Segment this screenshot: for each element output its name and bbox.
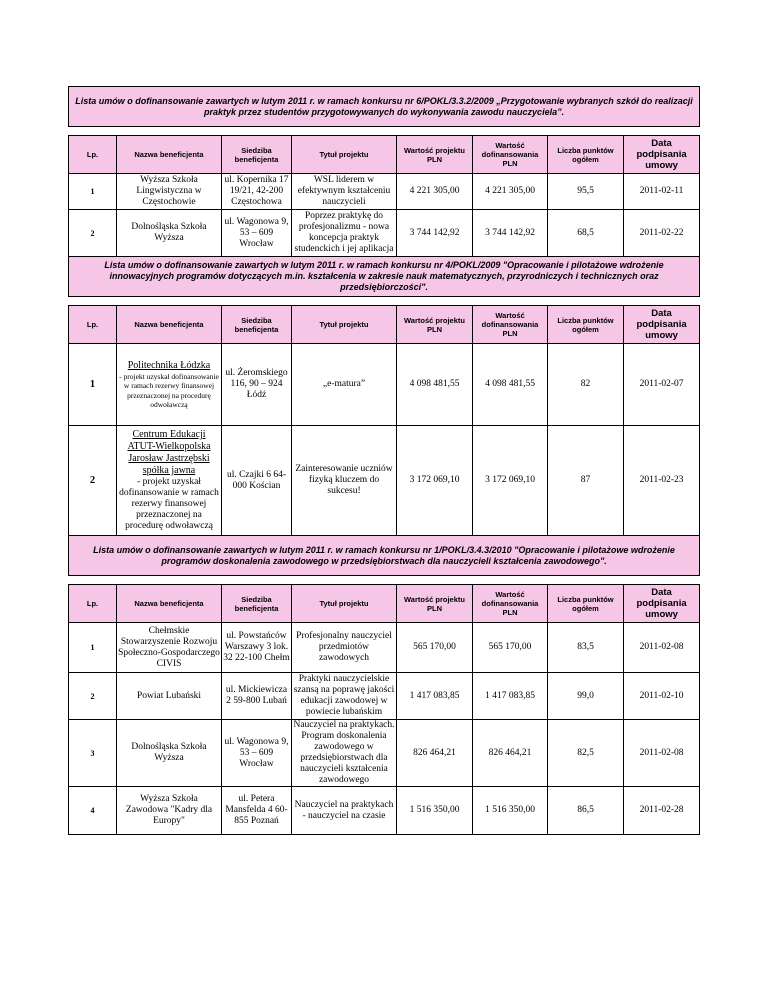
row-value: 3 172 069,10 xyxy=(397,426,473,536)
header-value: Wartość projektu PLN xyxy=(397,585,473,623)
section-3-header-row xyxy=(69,585,700,623)
header-date: Data podpisania umowy xyxy=(624,585,700,623)
row-cofinancing: 826 464,21 xyxy=(473,720,548,787)
contracts-table xyxy=(68,86,700,835)
table-row xyxy=(69,787,700,835)
header-beneficiary: Nazwa beneficjenta xyxy=(117,585,222,623)
table-row xyxy=(69,426,700,536)
row-project: Profesjonalny nauczyciel przedmiotów zawodowych xyxy=(292,623,397,673)
header-value: Wartość projektu PLN xyxy=(397,306,473,344)
row-lp: 3 xyxy=(69,720,117,787)
header-date: Data podpisania umowy xyxy=(624,306,700,344)
row-lp: 2 xyxy=(69,210,117,257)
header-lp: Lp. xyxy=(69,585,117,623)
beneficiary-note: - projekt uzyskał dofinansowanie w ramach rezerwy finansowej przeznaczonej na procedurę odwoławczą xyxy=(119,371,219,409)
row-seat: ul. Wagonowa 9, 53 – 609 Wrocław xyxy=(222,210,292,257)
row-points: 83,5 xyxy=(548,623,624,673)
table-row xyxy=(69,720,700,787)
table-row xyxy=(69,623,700,673)
row-beneficiary: Dolnośląska Szkoła Wyższa xyxy=(117,210,222,257)
row-project: WSL liderem w efektywnym kształceniu nauczycieli xyxy=(292,174,397,210)
section-2-title: Lista umów o dofinansowanie zawartych w lutym 2011 r. w ramach konkursu nr 4/POKL/2009 "Opracowanie i pilotażowe wdrożenie innowacyjnych programów dotyczących m.in. kształcenia w zakresie nauk matematycznych, przyrodniczych i technicznych oraz przedsiębiorczości". xyxy=(69,257,700,297)
row-date: 2011-02-08 xyxy=(624,623,700,673)
row-seat: ul. Żeromskiego 116, 90 – 924 Łódź xyxy=(222,344,292,426)
header-points: Liczba punktów ogółem xyxy=(548,585,624,623)
row-seat: ul. Mickiewicza 2 59-800 Lubań xyxy=(222,673,292,720)
row-beneficiary xyxy=(117,344,222,426)
row-lp: 1 xyxy=(69,174,117,210)
header-seat: Siedziba beneficjenta xyxy=(222,136,292,174)
row-date: 2011-02-28 xyxy=(624,787,700,835)
row-project: Zainteresowanie uczniów fizyką kluczem do sukcesu! xyxy=(292,426,397,536)
row-cofinancing: 3 172 069,10 xyxy=(473,426,548,536)
row-date: 2011-02-22 xyxy=(624,210,700,257)
header-points: Liczba punktów ogółem xyxy=(548,136,624,174)
header-beneficiary: Nazwa beneficjenta xyxy=(117,136,222,174)
beneficiary-name: Politechnika Łódzka xyxy=(127,359,211,371)
row-cofinancing: 565 170,00 xyxy=(473,623,548,673)
row-points: 95,5 xyxy=(548,174,624,210)
header-seat: Siedziba beneficjenta xyxy=(222,306,292,344)
row-project: „e-matura” xyxy=(292,344,397,426)
row-beneficiary: Wyższa Szkoła Lingwistyczna w Częstochowie xyxy=(117,174,222,210)
row-beneficiary: Dolnośląska Szkoła Wyższa xyxy=(117,720,222,787)
section-3-title: Lista umów o dofinansowanie zawartych w lutym 2011 r. w ramach konkursu nr 1/POKL/3.4.3/2010 "Opracowanie i pilotażowe wdrożenie programów doskonalenia zawodowego w przedsiębiorstwach dla nauczycieli kształcenia zawodowego". xyxy=(69,536,700,576)
row-value: 4 098 481,55 xyxy=(397,344,473,426)
row-lp: 2 xyxy=(69,673,117,720)
header-lp: Lp. xyxy=(69,136,117,174)
header-cofinancing: Wartość dofinansowania PLN xyxy=(473,136,548,174)
row-points: 82,5 xyxy=(548,720,624,787)
header-cofinancing: Wartość dofinansowania PLN xyxy=(473,585,548,623)
row-beneficiary: Wyższa Szkoła Zawodowa "Kadry dla Europy" xyxy=(117,787,222,835)
table-row xyxy=(69,174,700,210)
row-lp: 1 xyxy=(69,623,117,673)
header-project: Tytuł projektu xyxy=(292,306,397,344)
header-project: Tytuł projektu xyxy=(292,136,397,174)
row-value: 565 170,00 xyxy=(397,623,473,673)
table-row xyxy=(69,344,700,426)
row-date: 2011-02-08 xyxy=(624,720,700,787)
row-date: 2011-02-11 xyxy=(624,174,700,210)
row-lp: 1 xyxy=(69,344,117,426)
header-project: Tytuł projektu xyxy=(292,585,397,623)
header-seat: Siedziba beneficjenta xyxy=(222,585,292,623)
row-date: 2011-02-23 xyxy=(624,426,700,536)
row-value: 826 464,21 xyxy=(397,720,473,787)
row-cofinancing: 4 098 481,55 xyxy=(473,344,548,426)
row-lp: 4 xyxy=(69,787,117,835)
beneficiary-note: - projekt uzyskał dofinansowanie w ramach rezerwy finansowej przeznaczonej na procedurę odwoławczą xyxy=(119,477,219,531)
header-beneficiary: Nazwa beneficjenta xyxy=(117,306,222,344)
beneficiary-name: Centrum Edukacji ATUT-Wielkopolska Jarosław Jastrzębski spółka jawna xyxy=(127,429,211,476)
row-date: 2011-02-10 xyxy=(624,673,700,720)
row-seat: ul. Czajki 6 64-000 Kościan xyxy=(222,426,292,536)
row-beneficiary: Chełmskie Stowarzyszenie Rozwoju Społeczno-Gospodarczego CIVIS xyxy=(117,623,222,673)
row-points: 82 xyxy=(548,344,624,426)
header-lp: Lp. xyxy=(69,306,117,344)
row-project: Praktyki nauczycielskie szansą na poprawę jakości edukacji zawodowej w powiecie lubańskim xyxy=(292,673,397,720)
row-value: 3 744 142,92 xyxy=(397,210,473,257)
table-row xyxy=(69,210,700,257)
row-cofinancing: 3 744 142,92 xyxy=(473,210,548,257)
row-lp: 2 xyxy=(69,426,117,536)
row-cofinancing: 1 417 083,85 xyxy=(473,673,548,720)
row-cofinancing: 1 516 350,00 xyxy=(473,787,548,835)
row-value: 1 516 350,00 xyxy=(397,787,473,835)
row-project: Nauczyciel na praktykach - nauczyciel na czasie xyxy=(292,787,397,835)
row-points: 86,5 xyxy=(548,787,624,835)
document-sheet xyxy=(68,86,699,835)
row-seat: ul. Kopernika 17 19/21, 42-200 Częstochowa xyxy=(222,174,292,210)
row-seat: ul. Powstańców Warszawy 3 lok. 32 22-100 Chełm xyxy=(222,623,292,673)
row-seat: ul. Wagonowa 9, 53 – 609 Wrocław xyxy=(222,720,292,787)
section-2-header-row xyxy=(69,306,700,344)
section-1-title: Lista umów o dofinansowanie zawartych w lutym 2011 r. w ramach konkursu nr 6/POKL/3.3.2/2009 „Przygotowanie wybranych szkół do realizacji praktyk przez studentów przygotowywanych do wykonywania zawodu nauczyciela”. xyxy=(69,87,700,127)
section-1-header-row xyxy=(69,136,700,174)
row-points: 99,0 xyxy=(548,673,624,720)
row-beneficiary xyxy=(117,426,222,536)
row-points: 68,5 xyxy=(548,210,624,257)
row-value: 1 417 083,85 xyxy=(397,673,473,720)
header-cofinancing: Wartość dofinansowania PLN xyxy=(473,306,548,344)
header-value: Wartość projektu PLN xyxy=(397,136,473,174)
row-date: 2011-02-07 xyxy=(624,344,700,426)
row-project: Poprzez praktykę do profesjonalizmu - nowa koncepcja praktyk studenckich i jej aplikacja xyxy=(292,210,397,257)
header-points: Liczba punktów ogółem xyxy=(548,306,624,344)
table-row xyxy=(69,673,700,720)
header-date: Data podpisania umowy xyxy=(624,136,700,174)
row-project: Nauczyciel na praktykach. Program doskonalenia zawodowego w przedsiębiorstwach dla nauczycieli kształcenia zawodowego xyxy=(293,720,395,785)
row-seat: ul. Petera Mansfelda 4 60-855 Poznań xyxy=(222,787,292,835)
row-beneficiary: Powiat Lubański xyxy=(117,673,222,720)
row-value: 4 221 305,00 xyxy=(397,174,473,210)
row-points: 87 xyxy=(548,426,624,536)
row-cofinancing: 4 221 305,00 xyxy=(473,174,548,210)
